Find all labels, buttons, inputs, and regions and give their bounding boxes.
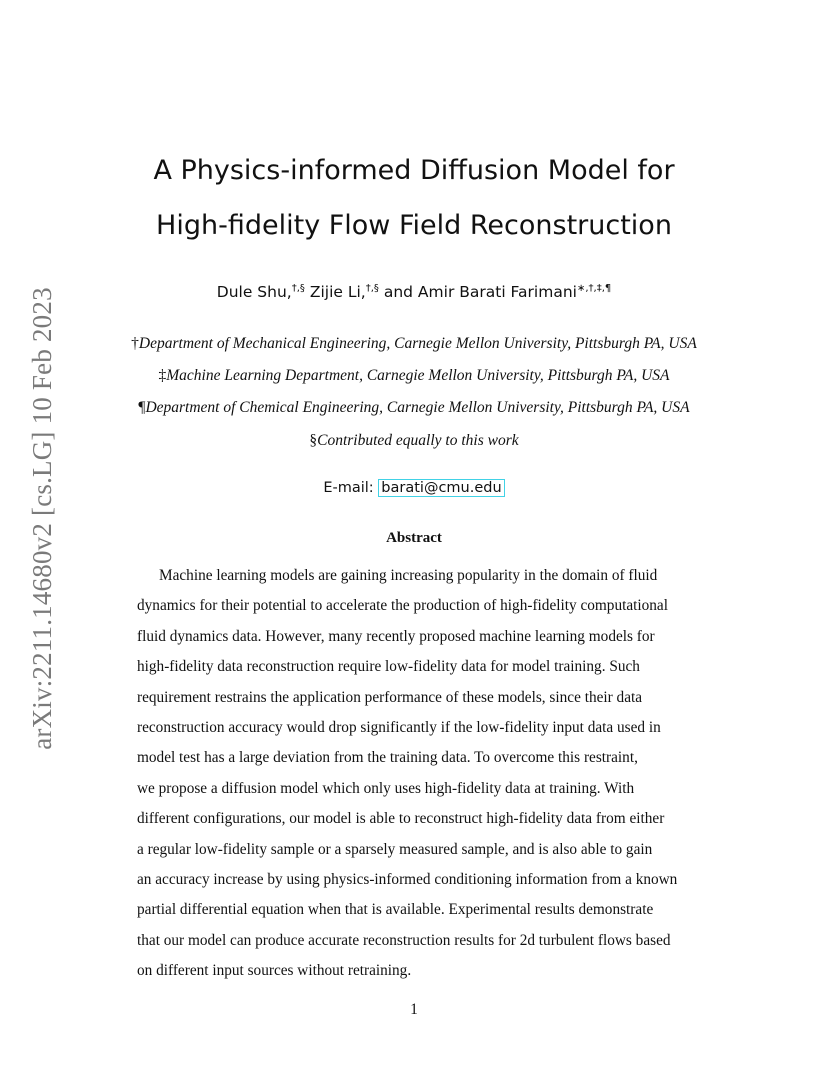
abstract-line: reconstruction accuracy would drop significantly if the low-fidelity input data used in	[137, 718, 661, 736]
affiliation-symbol: ‡	[158, 367, 167, 384]
abstract-body	[137, 565, 693, 990]
affiliation-text: Department of Chemical Engineering, Carnegie Mellon University, Pittsburgh PA, USA	[145, 399, 690, 416]
affiliation-equal-contribution	[0, 432, 828, 450]
affiliation-symbol: †	[131, 335, 139, 352]
author-list	[0, 283, 828, 301]
affiliation-chemical	[0, 399, 828, 417]
abstract-line: high-fidelity data reconstruction require low-fidelity data for model training. Such	[137, 658, 640, 676]
abstract-line: dynamics for their potential to accelerate the production of high-fidelity computational	[137, 597, 668, 615]
abstract-line: requirement restrains the application performance of these models, since their data	[137, 688, 643, 706]
abstract-line: partial differential equation when that is available. Experimental results demonstrate	[137, 901, 654, 919]
email-link[interactable]: barati@cmu.edu	[378, 479, 504, 497]
abstract-line: fluid dynamics data. However, many recently proposed machine learning models for	[137, 627, 655, 645]
affiliation-symbol: ¶	[138, 399, 146, 416]
abstract-line: that our model can produce accurate reconstruction results for 2d turbulent flows based	[137, 931, 671, 949]
author-marks: †,§	[365, 283, 379, 294]
author-marks: ∗,†,‡,¶	[576, 283, 612, 294]
email-line	[0, 480, 828, 496]
affiliation-text: Contributed equally to this work	[317, 432, 519, 449]
abstract-line: we propose a diffusion model which only uses high-fidelity data at training. With	[137, 779, 635, 797]
paper-title-line-2: High-fidelity Flow Field Reconstruction	[156, 210, 672, 241]
abstract-line: on different input sources without retraining.	[137, 962, 412, 980]
paper-title-line-1: A Physics-informed Diffusion Model for	[153, 155, 675, 186]
affiliation-text: Machine Learning Department, Carnegie Mellon University, Pittsburgh PA, USA	[166, 367, 670, 384]
affiliation-ml	[0, 367, 828, 385]
affiliation-text: Department of Mechanical Engineering, Carnegie Mellon University, Pittsburgh PA, USA	[138, 335, 697, 352]
arxiv-stamp-text: arXiv:2211.14680v2 [cs.LG] 10 Feb 2023	[26, 286, 57, 750]
author-name: Dule Shu,	[216, 283, 292, 301]
abstract-heading: Abstract	[386, 530, 442, 546]
author-marks: †,§	[291, 283, 305, 294]
author-name: Zijie Li,	[309, 283, 366, 301]
page-number: 1	[410, 1001, 418, 1018]
abstract-line: a regular low-fidelity sample or a sparsely measured sample, and is also able to gain	[137, 840, 653, 858]
abstract-line: model test has a large deviation from the training data. To overcome this restraint,	[137, 749, 638, 767]
affiliation-mechanical	[0, 335, 828, 353]
author-name: and Amir Barati Farimani	[383, 283, 577, 301]
abstract-line: different configurations, our model is able to reconstruct high-fidelity data from either	[137, 810, 665, 828]
affiliation-symbol: §	[309, 432, 318, 449]
abstract-line: an accuracy increase by using physics-informed conditioning information from a known	[137, 870, 678, 888]
email-label: E-mail:	[323, 480, 374, 496]
abstract-line: Machine learning models are gaining increasing popularity in the domain of fluid	[159, 567, 658, 584]
